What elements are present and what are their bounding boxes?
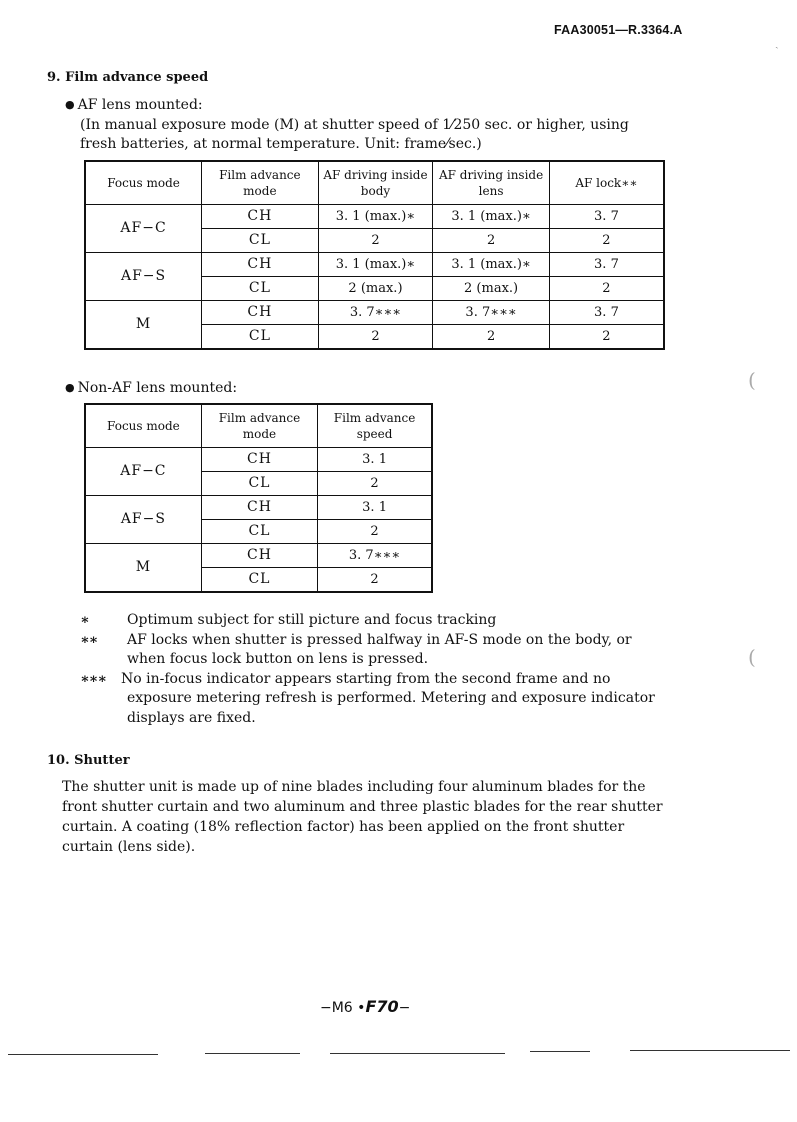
table-row	[85, 447, 432, 471]
margin-mark: (	[748, 368, 756, 392]
header-film-advance-mode: Film advance mode	[201, 404, 317, 447]
header-focus-mode: Focus mode	[85, 404, 201, 447]
value-cell: 2	[433, 324, 550, 349]
shutter-paragraph	[62, 777, 712, 857]
intro-line-2: fresh batteries, at normal temperature. Unit: frame⁄sec.)	[80, 136, 482, 152]
value-cell: 3. 7∗∗∗	[318, 300, 433, 324]
section-10-heading: 10. Shutter	[47, 753, 130, 768]
value-cell: 2	[318, 567, 432, 592]
scan-rule	[530, 1051, 590, 1052]
value-cell: 2	[318, 471, 432, 495]
asterisk-icon: ∗	[80, 612, 89, 628]
film-advance-mode-cell: CH	[201, 543, 317, 567]
header-film-advance-mode: Film advance mode	[202, 161, 319, 204]
film-advance-mode-cell: CH	[201, 495, 317, 519]
value-cell: 2	[318, 228, 433, 252]
value-cell: 3. 1 (max.)∗	[318, 204, 433, 228]
value-cell: 3. 1 (max.)∗	[318, 252, 433, 276]
scan-rule	[205, 1053, 300, 1054]
film-advance-mode-cell: CL	[201, 519, 317, 543]
scan-rule	[8, 1054, 158, 1055]
value-cell: 3. 7	[549, 204, 664, 228]
value-cell: 2 (max.)	[318, 276, 433, 300]
focus-mode-cell: AF−C	[85, 447, 201, 495]
footnote-line: AF locks when shutter is pressed halfway in AF-S mode on the body, or	[127, 631, 632, 648]
footnote-line: exposure metering refresh is performed. Metering and exposure indicator	[127, 690, 655, 706]
af-lens-table	[84, 160, 665, 350]
film-advance-mode-cell: CL	[201, 471, 317, 495]
paragraph-line: The shutter unit is made up of nine blades including four aluminum blades for the	[62, 779, 646, 795]
footer-suffix: −	[398, 1000, 411, 1016]
focus-mode-cell: AF−S	[85, 252, 202, 300]
table-row	[85, 495, 432, 519]
footer-prefix: −M6 •	[320, 1000, 366, 1016]
header-af-lock: AF lock∗∗	[549, 161, 664, 204]
film-advance-mode-cell: CH	[202, 252, 319, 276]
asterisk-icon: ∗∗∗	[80, 670, 107, 687]
value-cell: 3. 1 (max.)∗	[433, 204, 550, 228]
value-cell: 3. 1	[318, 447, 432, 471]
value-cell: 3. 7∗∗∗	[318, 543, 432, 567]
film-advance-mode-cell: CL	[202, 276, 319, 300]
value-cell: 2	[318, 519, 432, 543]
value-cell: 3. 7	[549, 252, 664, 276]
footnote-line: when focus lock button on lens is pressed.	[127, 651, 429, 667]
page-footer	[320, 997, 410, 1016]
section-9-heading: 9. Film advance speed	[47, 70, 209, 85]
value-cell: 2	[433, 228, 550, 252]
paragraph-line: curtain (lens side).	[62, 839, 196, 855]
film-advance-mode-cell: CH	[202, 204, 319, 228]
paragraph-line: curtain. A coating (18% reflection factor) has been applied on the front shutter	[62, 819, 625, 835]
value-cell: 2	[549, 276, 664, 300]
film-advance-mode-cell: CH	[202, 300, 319, 324]
header-focus-mode: Focus mode	[85, 161, 202, 204]
film-advance-mode-cell: CL	[201, 567, 317, 592]
non-af-lens-label: ● Non-AF lens mounted:	[65, 379, 237, 398]
focus-mode-cell: M	[85, 300, 202, 349]
header-af-inside-lens: AF driving inside lens	[433, 161, 550, 204]
table-row	[85, 204, 664, 228]
margin-mark: ˎ	[775, 36, 779, 49]
value-cell: 2	[318, 324, 433, 349]
focus-mode-cell: AF−C	[85, 204, 202, 252]
film-advance-mode-cell: CL	[202, 324, 319, 349]
table-row	[85, 543, 432, 567]
value-cell: 3. 7	[549, 300, 664, 324]
intro-line-1: (In manual exposure mode (M) at shutter speed of 1⁄250 sec. or higher, using	[80, 117, 629, 133]
footnote	[80, 631, 655, 670]
film-advance-mode-cell: CL	[202, 228, 319, 252]
asterisk-icon: ∗∗	[80, 631, 98, 648]
footnote	[80, 670, 655, 729]
footnote-line: displays are fixed.	[127, 709, 256, 726]
paragraph-line: front shutter curtain and two aluminum and three plastic blades for the rear shutter	[62, 799, 663, 815]
table-row	[85, 252, 664, 276]
header-af-inside-body: AF driving inside body	[318, 161, 433, 204]
value-cell: 3. 1 (max.)∗	[433, 252, 550, 276]
footnote-line: Optimum subject for still picture and focus tracking	[127, 612, 497, 628]
film-advance-mode-cell: CH	[201, 447, 317, 471]
header-film-advance-speed: Film advance speed	[318, 404, 432, 447]
margin-mark: (	[748, 645, 756, 669]
value-cell: 2	[549, 228, 664, 252]
table-row	[85, 300, 664, 324]
scan-rule	[630, 1050, 790, 1051]
footnotes	[80, 611, 655, 728]
footer-model: F70	[365, 997, 399, 1016]
footnote	[80, 611, 655, 631]
footnote-line: No in-focus indicator appears starting from the second frame and no	[121, 670, 611, 687]
value-cell: 2	[549, 324, 664, 349]
af-lens-label: ● AF lens mounted:	[65, 96, 203, 115]
focus-mode-cell: M	[85, 543, 201, 592]
scan-rule	[330, 1053, 505, 1054]
value-cell: 3. 1	[318, 495, 432, 519]
document-code: FAA30051—R.3364.A	[554, 23, 683, 37]
focus-mode-cell: AF−S	[85, 495, 201, 543]
value-cell: 3. 7∗∗∗	[433, 300, 550, 324]
non-af-lens-table	[84, 403, 433, 593]
value-cell: 2 (max.)	[433, 276, 550, 300]
